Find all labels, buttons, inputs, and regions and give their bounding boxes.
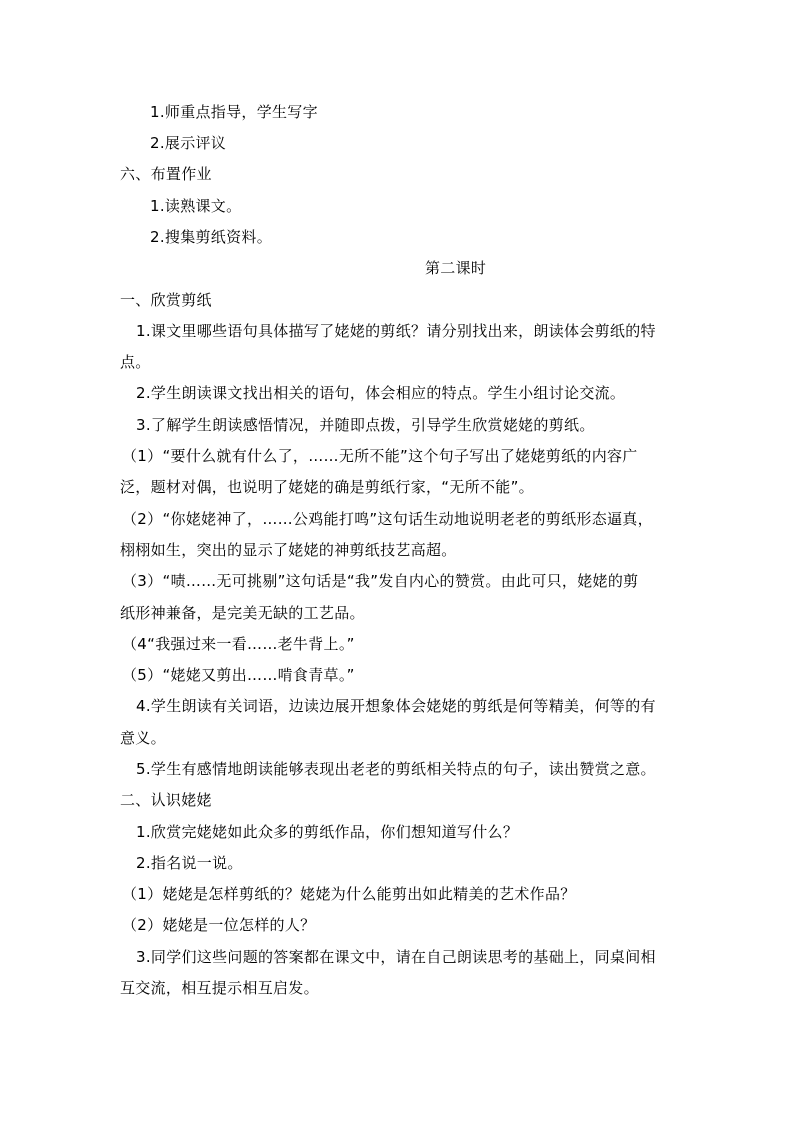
step-item: 1.读熟课文。 — [150, 197, 242, 215]
paragraph-line: （1）姥姥是怎样剪纸的？姥姥为什么能剪出如此精美的艺术作品？ — [122, 885, 576, 903]
section-heading: 二、认识姥姥 — [120, 791, 212, 809]
paragraph-line: 泛，题材对偶，也说明了姥姥的确是剪纸行家，“无所不能”。 — [120, 478, 534, 496]
section-heading: 一、欣赏剪纸 — [120, 291, 212, 309]
paragraph-line: （2）“你姥姥神了，……公鸡能打鸣”这句话生动地说明老老的剪纸形态逼真， — [122, 510, 653, 528]
paragraph-line: 1.欣赏完姥姥如此众多的剪纸作品，你们想知道写什么？ — [136, 823, 519, 841]
paragraph-line: 1.课文里哪些语句具体描写了姥姥的剪纸？请分别找出来，朗读体会剪纸的特 — [136, 322, 656, 340]
paragraph-line: 栩栩如生，突出的显示了姥姥的神剪纸技艺高超。 — [120, 541, 457, 559]
paragraph-line: 纸形神兼备，是完美无缺的工艺品。 — [120, 604, 365, 622]
step-item: 1.师重点指导，学生写字 — [150, 103, 318, 121]
paragraph-line: 点。 — [120, 353, 151, 371]
step-item: 2.搜集剪纸资料。 — [150, 228, 273, 246]
paragraph-line: （4“我强过来一看……老牛背上。” — [122, 635, 355, 653]
paragraph-line: （3）“啧……无可挑剔”这句话是“我”发自内心的赞赏。由此可只，姥姥的剪 — [122, 572, 639, 590]
paragraph-line: 2.学生朗读课文找出相关的语句，体会相应的特点。学生小组讨论交流。 — [136, 384, 626, 402]
paragraph-line: （1）“要什么就有什么了，……无所不能”这个句子写出了姥姥剪纸的内容广 — [122, 447, 638, 465]
paragraph-line: 5.学生有感情地朗读能够表现出老老的剪纸相关特点的句子，读出赞赏之意。 — [136, 760, 656, 778]
paragraph-line: （2）姥姥是一位怎样的人？ — [122, 916, 316, 934]
section-heading: 六、布置作业 — [120, 165, 212, 183]
paragraph-line: 3.了解学生朗读感悟情况，并随即点拨，引导学生欣赏姥姥的剪纸。 — [136, 416, 595, 434]
paragraph-line: 2.指名说一说。 — [136, 854, 243, 872]
paragraph-line: （5）“姥姥又剪出……啃食青草。” — [122, 666, 355, 684]
step-item: 2.展示评议 — [150, 134, 227, 152]
lesson-title: 第二课时 — [425, 259, 487, 277]
paragraph-line: 4.学生朗读有关词语，边读边展开想象体会姥姥的剪纸是何等精美，何等的有 — [136, 697, 656, 715]
paragraph-line: 3.同学们这些问题的答案都在课文中，请在自己朗读思考的基础上，同桌间相 — [136, 948, 656, 966]
paragraph-line: 意义。 — [120, 729, 166, 747]
paragraph-line: 互交流，相互提示相互启发。 — [120, 979, 319, 997]
